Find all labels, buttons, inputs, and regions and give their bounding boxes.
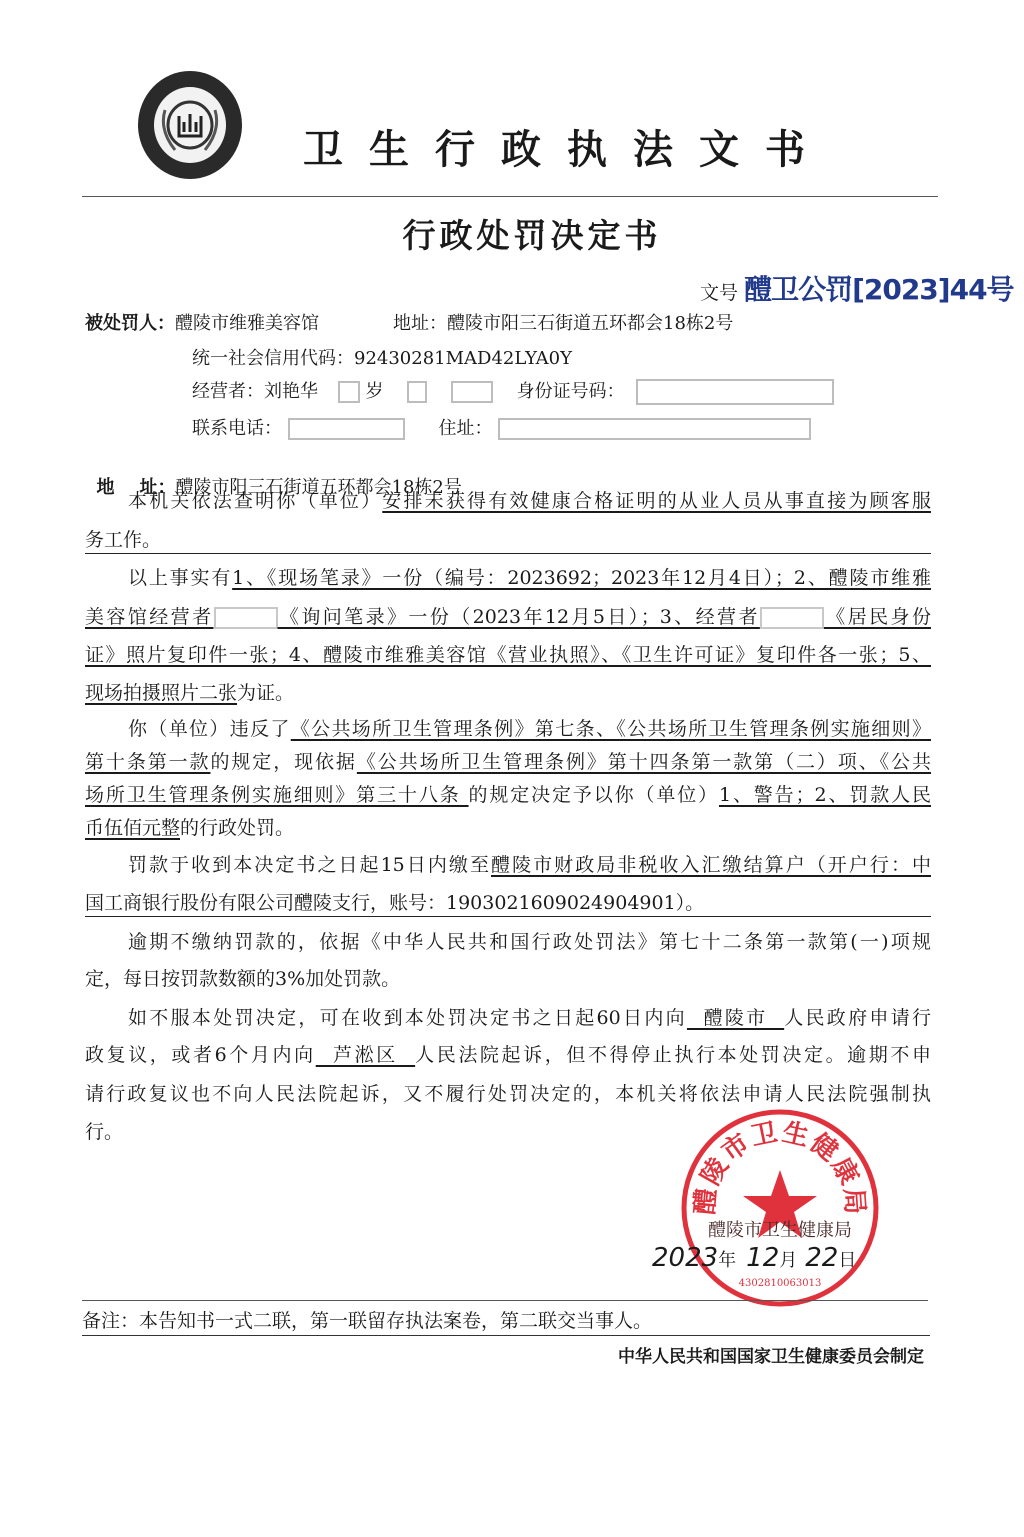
- paragraph-2-line: [85, 642, 931, 668]
- underlined-text: 现场拍摄照片二张: [85, 682, 238, 704]
- underlined-text: 醴陵市财政局非税收入汇缴结算户（开户行：中: [491, 854, 931, 876]
- phone-label: 联系电话：: [192, 418, 282, 439]
- seal-arc-text: 醴陵市卫生健康局: [690, 1117, 870, 1218]
- date-month-unit: 月: [779, 1250, 798, 1271]
- underlined-text: 1、《现场笔录》一份（编号：2023692；2023年12月4日）；2、醴陵市维雅: [232, 567, 931, 589]
- document-category-title: 卫生行政执法文书: [303, 126, 831, 173]
- party-label: 被处罚人：: [85, 313, 175, 334]
- underlined-text: 场所卫生管理条例实施细则》第三十八条: [85, 784, 469, 806]
- date-month: 12: [746, 1243, 780, 1273]
- footer-divider: [82, 1300, 928, 1301]
- text: 逾期不缴纳罚款的，依据《中华人民共和国行政处罚法》第七十二条第一款第(一)项规: [128, 931, 931, 953]
- paragraph-3-line: [85, 782, 931, 808]
- redacted-age-box: [407, 381, 427, 403]
- header-divider: [82, 196, 938, 197]
- text: 定，每日按罚款数额的3%加处罚款。: [85, 968, 401, 990]
- date-day-unit: 日: [838, 1250, 857, 1271]
- party-row: [85, 309, 319, 335]
- paragraph-4-line: [128, 852, 931, 878]
- paragraph-6-line: [85, 1081, 931, 1107]
- redacted-name-box: [214, 607, 278, 629]
- document-number: [700, 268, 1014, 308]
- underlined-text: 证》照片复印件一张；4、醴陵市维雅美容馆《营业执照》、《卫生许可证》复印件各一张；5、: [85, 644, 931, 666]
- document-number-label: 文号: [700, 282, 739, 304]
- contact-row: [192, 414, 811, 440]
- underlined-text: 《公共场所卫生管理条例》第十四条第一款第（二）项、《公共: [356, 751, 931, 773]
- underlined-text: 安排未获得有效健康合格证明的从业人员从事直接为顾客服: [382, 490, 931, 512]
- paragraph-2-line: [128, 565, 931, 591]
- text: 的规定决定予以你（单位）: [468, 784, 719, 806]
- site-address: 醴陵市阳三石街道五环都会18栋2号: [175, 477, 462, 498]
- credit-code-label: 统一社会信用代码：: [192, 348, 354, 369]
- document-number-value: 醴卫公罚[2023]44号: [744, 273, 1014, 306]
- date-day: 22: [805, 1243, 839, 1273]
- paragraph-2-line: [85, 604, 931, 630]
- text: 罚款于收到本决定书之日起15日内缴至: [128, 854, 492, 876]
- paragraph-6-line: [128, 1005, 931, 1031]
- paragraph-5-line: [128, 929, 931, 955]
- redacted-residence-box: [498, 418, 811, 440]
- operator-name: 刘艳华: [264, 381, 318, 402]
- redacted-id-number-box: [636, 379, 834, 405]
- paragraph-5-line: [85, 966, 931, 992]
- credit-code: 92430281MAD42LYA0Y: [354, 348, 573, 369]
- age-unit: 岁: [365, 381, 384, 402]
- text: 政复议，或者6个月内向: [85, 1044, 316, 1066]
- id-number-label: 身份证号码：: [516, 381, 625, 402]
- text: 人民法院起诉，但不得停止执行本处罚决定。逾期不申: [415, 1044, 931, 1066]
- issuing-authority: 中华人民共和国国家卫生健康委员会制定: [618, 1347, 924, 1367]
- underlined-text: 《询问笔录》一份（2023年12月5日）；3、经营者: [277, 606, 760, 628]
- text: 如不服本处罚决定，可在收到本处罚决定书之日起60日内向: [128, 1007, 687, 1029]
- paragraph-1-line: [128, 488, 931, 514]
- date-year-unit: 年: [718, 1250, 737, 1271]
- underlined-text: 《居民身份: [823, 606, 931, 628]
- text: 的规定，现依据: [210, 751, 357, 773]
- underlined-text: 1、警告；2、罚款人民: [718, 784, 931, 806]
- redacted-phone-box: [288, 418, 405, 440]
- paragraph-6-line: [85, 1042, 931, 1068]
- underlined-text: 第十条第一款: [85, 751, 211, 773]
- text: 为证。: [237, 682, 295, 704]
- redacted-gender-box: [338, 381, 360, 403]
- paragraph-4-line: [85, 890, 931, 917]
- party-address-row: [393, 309, 733, 335]
- text: 行。: [85, 1121, 124, 1143]
- underlined-text: 《公共场所卫生管理条例》第七条、《公共场所卫生管理条例实施细则》: [290, 718, 931, 740]
- operator-row: [192, 377, 834, 405]
- date-year: 2023: [652, 1243, 719, 1273]
- paragraph-3-line: [85, 815, 931, 841]
- text: 本机关依法查明你（单位）: [128, 490, 383, 512]
- site-address-label: 地 址：: [96, 477, 176, 498]
- text: 请行政复议也不向人民法院起诉，又不履行处罚决定的，本机关将依法申请人民法院强制执: [85, 1083, 931, 1105]
- redacted-name-box: [760, 607, 824, 629]
- text: 人民政府申请行: [784, 1007, 931, 1029]
- underlined-text: 美容馆经营者: [85, 606, 214, 628]
- footer-note: 备注：本告知书一式二联，第一联留存执法案卷，第二联交当事人。: [82, 1309, 930, 1336]
- paragraph-2-line: [85, 680, 931, 706]
- underlined-text: 务工作。: [85, 527, 931, 554]
- health-inspection-emblem: [137, 70, 243, 180]
- seal-serial: 4302810063013: [738, 1278, 822, 1289]
- party-address: 醴陵市阳三石街道五环都会18栋2号: [447, 313, 734, 334]
- signature-date: [652, 1244, 856, 1275]
- underlined-text: 币伍佰元整: [85, 817, 181, 839]
- operator-label: 经营者：: [192, 381, 264, 402]
- text: 你（单位）违反了: [128, 718, 291, 740]
- document-title: 行政处罚决定书: [402, 216, 662, 255]
- credit-code-row: [192, 344, 572, 370]
- residence-label: 住址：: [438, 418, 493, 439]
- party-name: 醴陵市维雅美容馆: [175, 313, 319, 334]
- paragraph-3-line: [128, 716, 931, 742]
- redacted-field-box: [451, 381, 493, 403]
- underlined-text: 醴陵市: [686, 1007, 785, 1029]
- official-seal: [680, 1108, 880, 1308]
- seal-center-text: 醴陵市卫生健康局: [708, 1220, 852, 1241]
- paragraph-3-line: [85, 749, 931, 775]
- text: 以上事实有: [128, 567, 233, 589]
- underlined-text: 芦淞区: [315, 1044, 416, 1066]
- text: 的行政处罚。: [180, 817, 295, 839]
- paragraph-1-line: [85, 527, 931, 554]
- party-address-label: 地址：: [393, 313, 447, 334]
- underlined-text: 国工商银行股份有限公司醴陵支行，账号：1903021609024904901）。: [85, 890, 931, 917]
